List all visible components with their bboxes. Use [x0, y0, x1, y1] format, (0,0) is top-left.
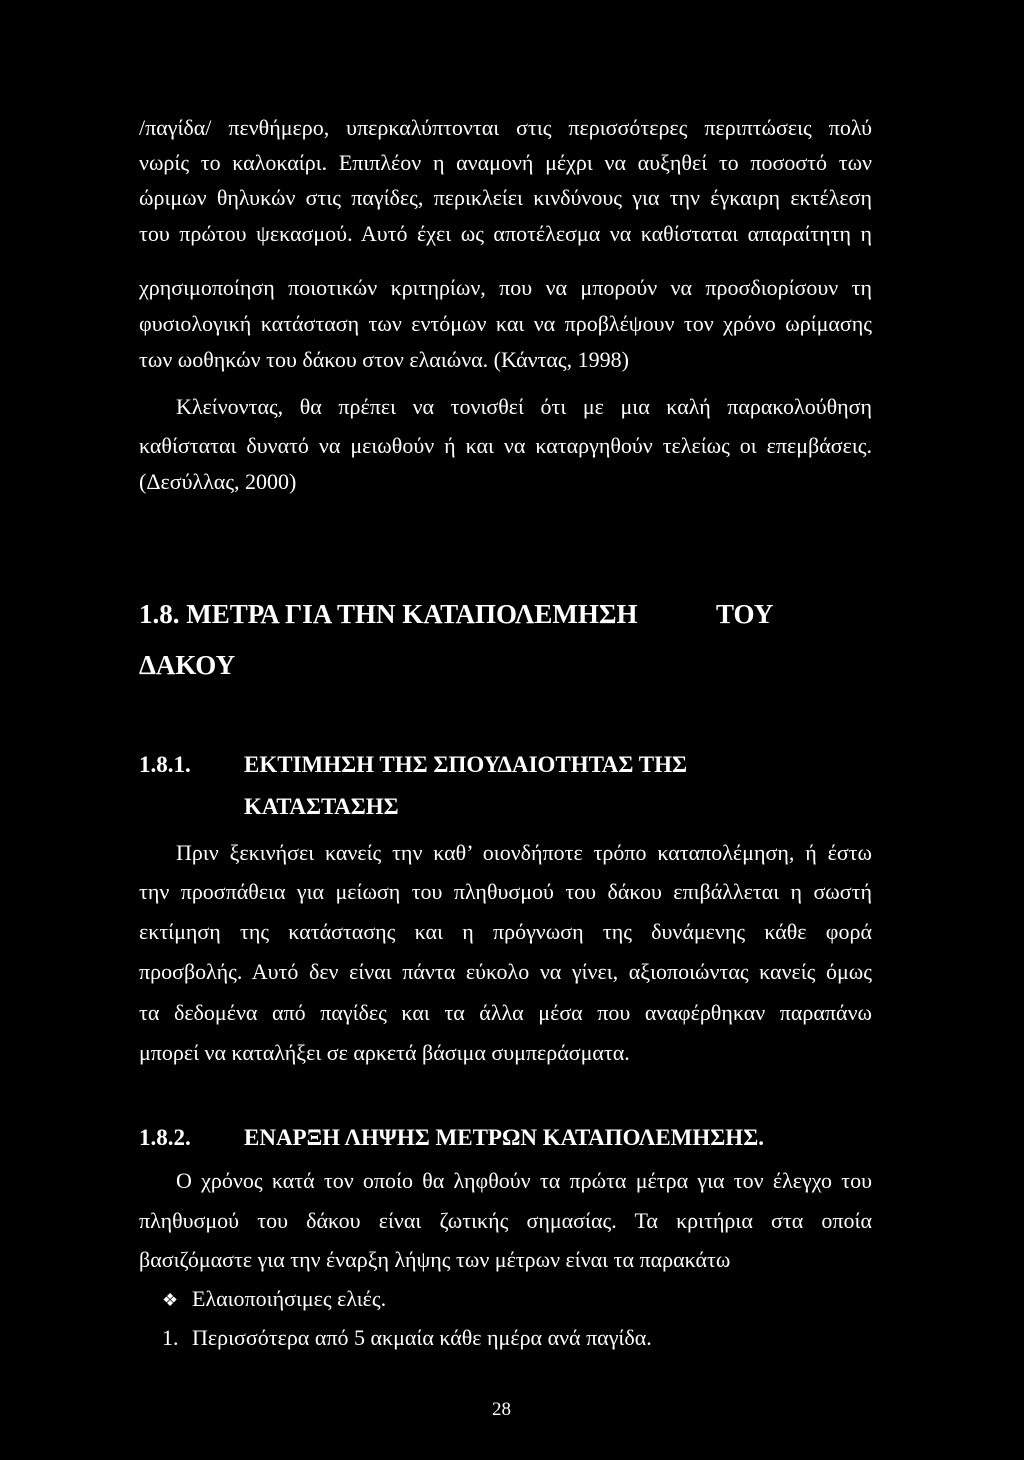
section-1-8-1-title-line-2: ΚΑΤΑΣΤΑΣΗΣ [244, 794, 399, 819]
paragraph-2-line-3: (Δεσύλλας, 2000) [139, 469, 297, 494]
section-1-8-1-body-line-2: την προσπάθεια για μείωση του πληθυσμού του δάκου επιβάλλεται η σωστή [139, 879, 872, 904]
paragraph-2-line-2: καθίσταται δυνατό να μειωθούν ή και να καταργηθούν τελείως οι επεμβάσεις. [139, 433, 872, 458]
section-1-8-1-body-line-1: Πριν ξεκινήσει κανείς την καθ’ οιονδήποτε τρόπο καταπολέμηση, ή έστω [176, 840, 872, 865]
numbered-item-text: Περισσότερα από 5 ακμαία κάθε ημέρα ανά παγίδα. [192, 1325, 652, 1350]
section-1-8-1-body-line-3: εκτίμηση της κατάστασης και η πρόγνωση της δυνάμενης κάθε φορά [139, 919, 872, 944]
diamond-bullet-icon: ❖ [162, 1290, 179, 1310]
section-1-8-2-body-line-1: Ο χρόνος κατά τον οποίο θα ληφθούν τα πρώτα μέτρα για τον έλεγχο του [176, 1168, 872, 1193]
paragraph-1-line-4: του πρώτου ψεκασμού. Αυτό έχει ως αποτέλεσμα να καθίσταται απαραίτητη η [139, 221, 872, 246]
page-number: 28 [492, 1399, 511, 1420]
section-1-8-2-body-line-3: βασιζόμαστε για την έναρξη λήψης των μέτρων είναι τα παρακάτω [139, 1247, 731, 1272]
paragraph-1-line-6: φυσιολογική κατάσταση των εντόμων και να προβλέψουν τον χρόνο ωρίμασης [139, 311, 872, 336]
paragraph-1-line-2: νωρίς το καλοκαίρι. Επιπλέον η αναμονή μέχρι να αυξηθεί το ποσοστό των [139, 150, 872, 175]
section-1-8-heading-line-1-right: ΤΟΥ [716, 599, 774, 629]
section-1-8-1-body-line-6: μπορεί να καταλήξει σε αρκετά βάσιμα συμπεράσματα. [139, 1040, 630, 1065]
section-1-8-1-title-line-1: ΕΚΤΙΜΗΣΗ ΤΗΣ ΣΠΟΥΔΑΙΟΤΗΤΑΣ ΤΗΣ [244, 752, 688, 777]
section-1-8-1-body-line-4: προσβολής. Αυτό δεν είναι πάντα εύκολο να γίνει, αξιοποιώντας κανείς όμως [139, 959, 872, 984]
section-1-8-2-body-line-2: πληθυσμού του δάκου είναι ζωτικής σημασίας. Τα κριτήρια στα οποία [139, 1208, 872, 1233]
section-1-8-2-title: ΕΝΑΡΞΗ ΛΗΨΗΣ ΜΕΤΡΩΝ ΚΑΤΑΠΟΛΕΜΗΣΗΣ. [244, 1125, 764, 1150]
paragraph-2-line-1: Κλείνοντας, θα πρέπει να τονισθεί ότι με μια καλή παρακολούθηση [176, 394, 872, 419]
paragraph-1-line-1: /παγίδα/ πενθήμερο, υπερκαλύπτονται στις περισσότερες περιπτώσεις πολύ [139, 115, 872, 140]
numbered-item-number: 1. [162, 1325, 179, 1350]
paragraph-1-line-5: χρησιμοποίηση ποιοτικών κριτηρίων, που να μπορούν να προσδιορίσουν τη [139, 275, 872, 300]
section-1-8-2-number: 1.8.2. [139, 1125, 191, 1150]
paragraph-1-line-7: των ωοθηκών του δάκου στον ελαιώνα. (Κάντας, 1998) [139, 347, 629, 372]
paragraph-1-line-3: ώριμων θηλυκών στις παγίδες, περικλείει κινδύνους για την έγκαιρη εκτέλεση [139, 185, 872, 210]
bullet-item-text: Ελαιοποιήσιμες ελιές. [192, 1286, 387, 1311]
section-1-8-heading-line-2: ΔΑΚΟΥ [139, 650, 236, 680]
section-1-8-heading-line-1: 1.8. ΜΕΤΡΑ ΓΙΑ ΤΗΝ ΚΑΤΑΠΟΛΕΜΗΣΗ [139, 599, 638, 629]
section-1-8-1-body-line-5: τα δεδομένα από παγίδες και τα άλλα μέσα που αναφέρθηκαν παραπάνω [139, 1000, 872, 1025]
section-1-8-1-number: 1.8.1. [139, 752, 191, 777]
